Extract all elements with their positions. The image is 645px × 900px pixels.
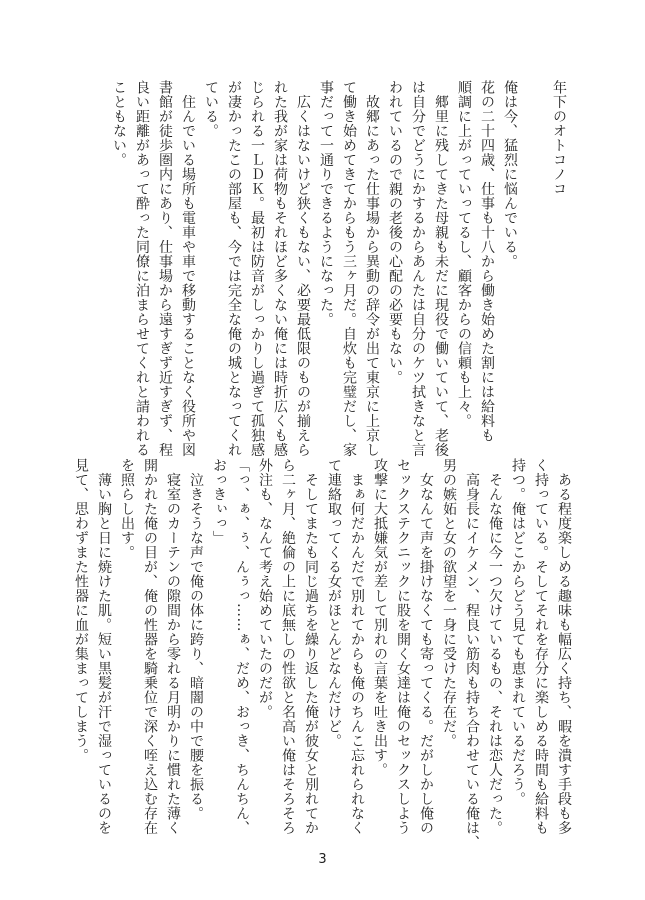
text-line: 薄い胸と日に焼けた肌。短い黒髪が汗で湿っているのを [96,458,112,835]
text-line: そしてまたも同じ過ちを繰り返した俺が彼女と別れてか [303,458,319,835]
text-line: 攻撃に大抵嫌気が差して別れの言葉を吐き出す。 [372,458,388,777]
text-line: 高身長にイケメン、程良い筋肉も持ち合わせている俺は、 [464,458,480,850]
text-line: ら二ヶ月、絶倫の上に底無しの性欲と名高い俺はそろそろ [280,458,296,835]
text-line: 見て、思わずまた性器に血が集まってしまう。 [73,458,89,763]
text-line: 泣きそうな声で俺の体に跨り、暗闇の中で腰を振る。 [188,458,204,821]
text-line: こともない。 [111,80,127,167]
text-line: ある程度楽しめる趣味も幅広く持ち、暇を潰す手段も多 [556,458,572,835]
upper-text-block [100,80,570,457]
text-line: われているので親の老後の心配の必要もない。 [387,80,403,385]
text-line: れた我が家は荷物もそれほど多くない俺には時折広くも感 [272,80,288,457]
text-line: まぁ何だかんだで別れてからも俺のちんこ忘れられなく [349,458,365,835]
text-line: 広くはないけど狭くもない、必要最低限のものが揃えら [295,80,311,457]
text-line: 良い距離があって酔った同僚に泊まらせてくれと請われる [134,80,150,457]
story-title: 年下のオトコノコ [551,80,567,196]
text-line: 「っ、ぁ、ぅ、んぅっ……ぁ、だめ、おっき、ちんちん、 [234,458,250,835]
text-line: じられる一ＬＤＫ。最初は防音がしっかりし過ぎて孤独感 [249,80,265,457]
text-line: おっきぃっ」 [211,458,227,545]
text-line: 故郷にあった仕事場から異動の辞令が出て東京に上京し [364,80,380,457]
text-line: を照らし出す。 [119,458,135,560]
text-line: 順調に上がっていってるし、顧客からの信頼も上々。 [456,80,472,428]
text-line: 事だって一通りできるようになった。 [318,80,334,327]
text-line: 俺は今、猛烈に悩んでいる。 [502,80,518,269]
text-line: 開かれた俺の目が、俺の性器を騎乗位で深く咥え込む存在 [142,458,158,835]
text-line: て働き始めてきてからもう三ヶ月だ。自炊も完璧だし、家 [341,80,357,457]
text-line: が凄かったこの部屋も、今では完全な俺の城となってくれ [226,80,242,457]
text-line: く持っている。そしてそれを存分に楽しめる時間も給料も [533,458,549,835]
text-line: 女なんて声を掛けなくても寄ってくる。だがしかし俺の [418,458,434,835]
page-number: 3 [318,852,327,867]
text-line: 花の二十四歳、仕事も十八から働き始めた割には給料も [479,80,495,443]
text-line: そんな俺に今一つ欠けているもの、それは恋人だった。 [487,458,503,835]
text-line: は自分でどうにかするからあんたは自分のケツ拭きなと言 [410,80,426,457]
lower-text-block [73,458,575,850]
text-line: 寝室のカーテンの隙間から零れる月明かりに慣れた薄く [165,458,181,835]
text-line: て連絡取ってくる女がほとんどなんだけど。 [326,458,342,748]
text-line: 郷里に残してきた母親も未だに現役で働いていて、老後 [433,80,449,457]
text-line: セックステクニックに股を開く女達は俺のセックスしよう [395,458,411,835]
text-line: 住んでいる場所も電車や車で移動することなく役所や図 [180,80,196,457]
text-line: 外注も、なんて考え始めていたのだが。 [257,458,273,719]
text-line: ている。 [203,80,219,138]
text-line: 書館が徒歩圏内にあり、仕事場から遠すぎず近すぎず、程 [157,80,173,457]
text-line: 男の嫉妬と女の欲望を一身に受けた存在だ。 [441,458,457,748]
text-line: 持つ。俺はどこからどう見ても恵まれているだろう。 [510,458,526,806]
